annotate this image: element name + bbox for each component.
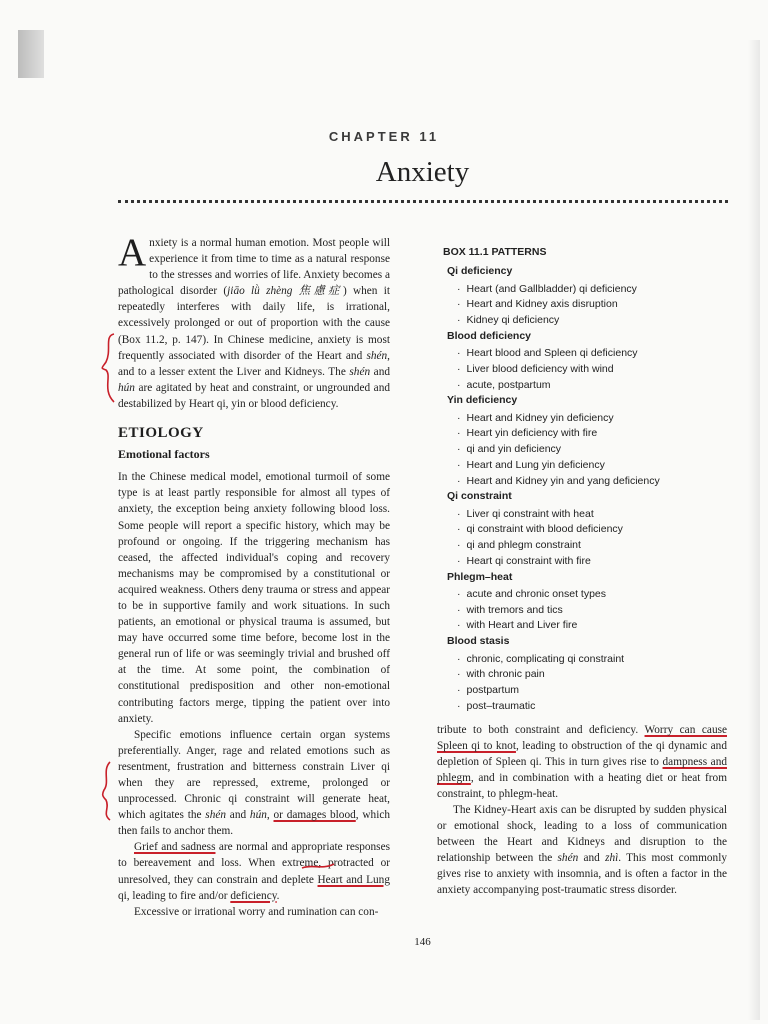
box-list-item: · Heart qi constraint with fire xyxy=(457,554,723,570)
box-patterns xyxy=(443,246,723,714)
box-group-heading: Phlegm–heat xyxy=(447,570,513,583)
p3-text-1: are normal and appropriate responses to bereavement and loss. When extreme, protracted or unresolved, they can constrain and deplete xyxy=(118,841,390,886)
box-list-item: · Kidney qi deficiency xyxy=(457,313,723,329)
chapter-title: Anxiety xyxy=(375,156,470,188)
r1-text-3: , and in combination with a heating diet or heat from constraint, to phlegm-heat. xyxy=(437,772,727,800)
box-list-item: · Heart and Kidney axis disruption xyxy=(457,297,723,313)
etiology-paragraph-1: In the Chinese medical model, emotional turmoil of some type is at least partly responsible for almost all types of anxiety, the exception being anxiety following blood loss. Some people will report a specific history, which may be profound or ongoing. If the triggering mechanism has ceased, the affected individual's coping and recovery mechanisms may be compromised by a constitutional or acquired weakness. Others deny trauma or stress and appear to be in supportive family and work situations. In such patients, an emotional or physical trauma is assumed, but may have occurred some time before, become lost in the general run of life or was seemingly trivial and brushed off at the time. At some point, the combination of constitutional predisposition and other non-emotional contributing factors merge, tipping the patient over into anxiety. xyxy=(118,471,390,725)
scan-shadow xyxy=(18,30,44,78)
box-groups xyxy=(443,264,723,714)
right-column xyxy=(437,722,727,898)
box-list-item: · acute, postpartum xyxy=(457,378,723,394)
intro-text-2: ) when it repeatedly interferes with daily life, is irrational, excessively prolonged or out of proportion with the cause (Box 11.2, p. 147). In Chinese medicine, anxiety is most frequently associated with disorder of the Heart and xyxy=(118,285,390,362)
box-list-item: · qi and phlegm constraint xyxy=(457,538,723,554)
etiology-paragraph-3 xyxy=(118,839,390,903)
box-list-item: · qi and yin deficiency xyxy=(457,442,723,458)
box-list-item: · Liver blood deficiency with wind xyxy=(457,362,723,378)
right-paragraph-1 xyxy=(437,722,727,802)
p2-underline: or damages blood xyxy=(273,809,356,822)
intro-text-4: and xyxy=(370,365,390,378)
p3-text-3: . xyxy=(276,889,280,902)
r2-text-3: . This most commonly gives rise to anxiety with insomnia, and is often a factor in the anxiety accompanying post-traumatic stress disorder. xyxy=(437,852,727,896)
p2-shen: shén xyxy=(205,809,227,822)
red-underline-extension xyxy=(300,860,336,872)
r1-text-2: , leading to obstruction of the qi dynamic and depletion of Spleen qi. This in turn gives rise to xyxy=(437,740,727,768)
r1-underline-1: Worry can cause Spleen qi to knot xyxy=(437,724,727,752)
box-list-item: · Liver qi constraint with heat xyxy=(457,507,723,523)
etiology-heading: ETIOLOGY xyxy=(118,425,204,442)
left-column xyxy=(118,231,390,920)
p2-text-3: , xyxy=(266,809,274,822)
right-paragraph-2 xyxy=(437,802,727,898)
red-bracket-annotation-2 xyxy=(98,760,114,822)
box-list-item: · qi constraint with blood deficiency xyxy=(457,522,723,538)
box-list-item: · Heart blood and Spleen qi deficiency xyxy=(457,346,723,362)
box-list-item: · Heart (and Gallbladder) qi deficiency xyxy=(457,282,723,298)
p2-hun: hún xyxy=(249,809,267,822)
intro-text-3: , and to a lesser extent the Liver and Kidneys. The xyxy=(118,349,390,378)
intro-text-5: are agitated by heat and constraint, or ungrounded and destabilized by Heart qi, yin or blood deficiency. xyxy=(118,381,390,410)
box-list-item: · postpartum xyxy=(457,683,723,699)
intro-shen: shén xyxy=(366,349,388,362)
intro-hun: hún xyxy=(118,381,135,394)
box-list-item: · Heart and Kidney yin deficiency xyxy=(457,411,723,427)
box-list-item: · Heart yin deficiency with fire xyxy=(457,426,723,442)
p2-text-2: and xyxy=(226,809,250,822)
r1-underline-2: dampness and phlegm xyxy=(437,756,727,784)
r2-text-2: and xyxy=(578,852,606,864)
intro-paragraph xyxy=(118,231,390,412)
box-title: BOX 11.1 PATTERNS xyxy=(443,246,547,258)
box-list-item: · Heart and Kidney yin and yang deficiency xyxy=(457,474,723,490)
box-list-item: · with chronic pain xyxy=(457,667,723,683)
r2-zhi: zhì xyxy=(605,852,619,864)
r2-text-1: The Kidney-Heart axis can be disrupted by sudden physical or emotional shock, leading to a loss of communication between the Heart and Kidneys and disruption to the relationship between the xyxy=(437,804,727,864)
box-list-item: · with Heart and Liver fire xyxy=(457,618,723,634)
intro-shen-2: shén xyxy=(349,365,371,378)
p3-text-2: qi, leading to fire and/or xyxy=(118,889,231,902)
etiology-paragraph-2 xyxy=(118,727,390,840)
r2-shen: shén xyxy=(557,852,579,864)
box-group-heading: Yin deficiency xyxy=(447,394,518,407)
drop-cap: A xyxy=(118,231,147,274)
etiology-paragraph-4: Excessive or irrational worry and rumination can con- xyxy=(134,905,379,918)
r1-text-1: tribute to both constraint and deficiency. xyxy=(437,724,645,736)
chapter-label: CHAPTER 11 xyxy=(328,129,440,144)
intro-text-1: nxiety is a normal human emotion. Most people will experience it from time to time as a natural response to the stresses and worries of life. Anxiety becomes a pathological disorder ( xyxy=(118,237,390,298)
red-bracket-annotation-1 xyxy=(98,332,118,404)
box-list-item: · with tremors and tics xyxy=(457,603,723,619)
page-number: 146 xyxy=(414,936,431,948)
box-list-item: · acute and chronic onset types xyxy=(457,587,723,603)
p3-underline-3: deficiency xyxy=(230,889,277,902)
box-group-heading: Qi constraint xyxy=(447,490,512,503)
box-list-item: · chronic, complicating qi constraint xyxy=(457,652,723,668)
p3-underline-2: Heart and Lung xyxy=(317,873,390,886)
box-group-heading: Blood stasis xyxy=(447,635,510,648)
intro-term: jiāo lǜ zhèng 焦慮症 xyxy=(227,285,343,298)
box-group-heading: Qi deficiency xyxy=(447,265,513,277)
p2-text-4: , which then fails to anchor them. xyxy=(118,809,390,838)
box-list-item: · Heart and Lung yin deficiency xyxy=(457,458,723,474)
emotional-factors-heading: Emotional factors xyxy=(118,447,210,462)
box-group-heading: Blood deficiency xyxy=(447,329,532,342)
box-list-item: · post–traumatic xyxy=(457,699,723,715)
p2-text-1: Specific emotions influence certain organ systems preferentially. Anger, rage and related emotions such as resentment, frustration and bitterness constrain Liver qi when they are repressed, extreme, prolonged or unprocessed. Chronic qi constraint will generate heat, which agitates the xyxy=(118,728,390,822)
p3-underline-1: Grief and sadness xyxy=(134,841,216,854)
dotted-rule xyxy=(118,200,728,209)
